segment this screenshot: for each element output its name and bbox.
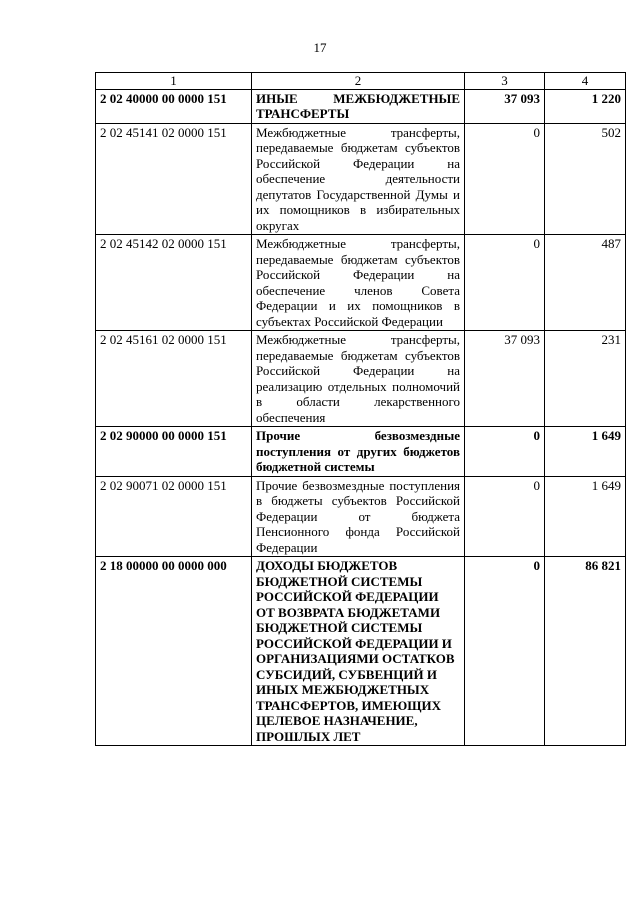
item-name-cell: ИНЫЕ МЕЖБЮДЖЕТНЫЕ ТРАНСФЕРТЫ <box>252 89 465 123</box>
amount-col4-cell: 1 649 <box>545 427 626 477</box>
amount-col3-cell: 0 <box>465 557 545 746</box>
amount-col4-cell: 487 <box>545 235 626 331</box>
column-header-1: 1 <box>96 73 252 90</box>
amount-col3-cell: 0 <box>465 235 545 331</box>
page-number: 17 <box>313 40 327 55</box>
budget-code-cell: 2 02 45161 02 0000 151 <box>96 331 252 427</box>
table-row <box>96 476 626 557</box>
budget-code-cell: 2 02 90000 00 0000 151 <box>96 427 252 477</box>
column-header-4: 4 <box>545 73 626 90</box>
budget-code-cell: 2 02 90071 02 0000 151 <box>96 476 252 557</box>
column-header-2: 2 <box>252 73 465 90</box>
table-row <box>96 331 626 427</box>
item-name-cell: ДОХОДЫ БЮДЖЕТОВ БЮДЖЕТНОЙ СИСТЕМЫ РОССИЙСКОЙ ФЕДЕРАЦИИ ОТ ВОЗВРАТА БЮДЖЕТАМИ БЮДЖЕТНОЙ СИСТЕМЫ РОССИЙСКОЙ ФЕДЕРАЦИИ И ОРГАНИЗАЦИЯМИ ОСТАТКОВ СУБСИДИЙ, СУБВЕНЦИЙ И ИНЫХ МЕЖБЮДЖЕТНЫХ ТРАНСФЕРТОВ, ИМЕЮЩИХ ЦЕЛЕВОЕ НАЗНАЧЕНИЕ, ПРОШЛЫХ ЛЕТ <box>252 557 465 746</box>
amount-col3-cell: 37 093 <box>465 331 545 427</box>
amount-col4-cell: 86 821 <box>545 557 626 746</box>
table-row <box>96 235 626 331</box>
item-name-cell: Межбюджетные трансферты, передаваемые бюджетам субъектов Российской Федерации на обеспечение членов Совета Федерации и их помощников в субъектах Российской Федерации <box>252 235 465 331</box>
table-header-row <box>96 73 626 90</box>
budget-revenue-table <box>95 72 626 746</box>
item-name-cell: Прочие безвозмездные поступления в бюджеты субъектов Российской Федерации от бюджета Пенсионного фонда Российской Федерации <box>252 476 465 557</box>
item-name-cell: Межбюджетные трансферты, передаваемые бюджетам субъектов Российской Федерации на реализацию отдельных полномочий в области лекарственного обеспечения <box>252 331 465 427</box>
budget-code-cell: 2 18 00000 00 0000 000 <box>96 557 252 746</box>
table-row <box>96 89 626 123</box>
amount-col3-cell: 0 <box>465 123 545 235</box>
amount-col3-cell: 37 093 <box>465 89 545 123</box>
amount-col4-cell: 1 649 <box>545 476 626 557</box>
item-name-cell: Межбюджетные трансферты, передаваемые бюджетам субъектов Российской Федерации на обеспечение деятельности депутатов Государственной Думы и их помощников в избирательных округах <box>252 123 465 235</box>
amount-col3-cell: 0 <box>465 427 545 477</box>
amount-col4-cell: 502 <box>545 123 626 235</box>
item-name-cell: Прочие безвозмездные поступления от других бюджетов бюджетной системы <box>252 427 465 477</box>
amount-col4-cell: 231 <box>545 331 626 427</box>
table-row <box>96 427 626 477</box>
column-header-3: 3 <box>465 73 545 90</box>
budget-code-cell: 2 02 45142 02 0000 151 <box>96 235 252 331</box>
budget-code-cell: 2 02 45141 02 0000 151 <box>96 123 252 235</box>
table-row <box>96 557 626 746</box>
budget-code-cell: 2 02 40000 00 0000 151 <box>96 89 252 123</box>
amount-col4-cell: 1 220 <box>545 89 626 123</box>
amount-col3-cell: 0 <box>465 476 545 557</box>
table-row <box>96 123 626 235</box>
